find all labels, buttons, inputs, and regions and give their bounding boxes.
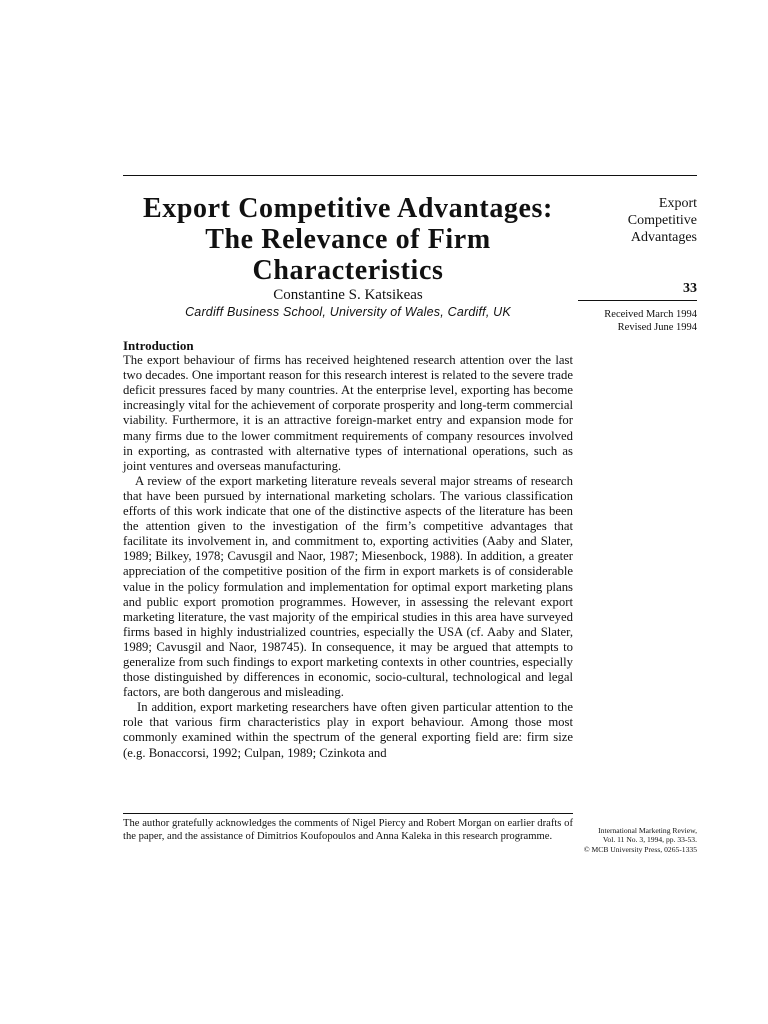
page-number: 33 bbox=[683, 281, 697, 296]
journal-volume: Vol. 11 No. 3, 1994, pp. 33-53. bbox=[602, 835, 697, 845]
running-head-line: Export bbox=[658, 196, 697, 211]
body-paragraph: The export behaviour of firms has received heightened research attention over the last two decades. One important reason for this research interest is related to the severe trade deficit pressures faced by many countries. At the enterprise level, exporting has become increasingly vital for the achievement of corporate prosperity and long-term commercial viability. Furthermore, it is an attractive foreign-market entry and expansion mode for many firms due to the lower commitment requirements of company resources involved in exporting, as contrasted with alternative types of international operations, such as joint ventures and overseas manufacturing. bbox=[123, 353, 573, 473]
footnote-rule bbox=[123, 813, 573, 814]
journal-name: International Marketing Review, bbox=[598, 826, 697, 835]
author-affiliation: Cardiff Business School, University of Wales, Cardiff, UK bbox=[185, 305, 511, 319]
acknowledgement-footnote: The author gratefully acknowledges the comments of Nigel Piercy and Robert Morgan on earlier drafts of the paper, and the assistance of Dimitrios Koufopoulos and Anna Kaleka in this research programme. bbox=[123, 818, 573, 842]
top-rule bbox=[123, 175, 697, 176]
submission-dates bbox=[578, 309, 697, 334]
revised-date: Revised June 1994 bbox=[617, 321, 697, 333]
journal-citation bbox=[578, 826, 697, 854]
running-head-line: Advantages bbox=[630, 230, 697, 245]
journal-copyright: © MCB University Press, 0265-1335 bbox=[583, 844, 697, 854]
article-title: Export Competitive Advantages: The Relevance of Firm Characteristics bbox=[143, 193, 553, 286]
section-heading: Introduction bbox=[123, 338, 194, 353]
body-paragraph: In addition, export marketing researchers have often given particular attention to the role that various firm characteristics play in export behaviour. Among those most commonly examined within the spectrum of the general exporting field are: firm size (e.g. Bonaccorsi, 1992; Culpan, 1989; Czinkota and bbox=[123, 700, 573, 760]
received-date: Received March 1994 bbox=[604, 309, 697, 320]
running-head bbox=[578, 195, 697, 246]
author-name: Constantine S. Katsikeas bbox=[273, 287, 423, 303]
article-body bbox=[123, 338, 573, 761]
running-head-line: Competitive bbox=[627, 213, 697, 228]
margin-rule bbox=[578, 300, 697, 301]
body-paragraph: A review of the export marketing literature reveals several major streams of research that have been pursued by international marketing scholars. The various classification efforts of this work indicate that one of the distinctive aspects of the literature has been the attention given to the investigation of the firm’s competitive advantages that facilitate its involvement in, and commitment to, exporting activities (Aaby and Slater, 1989; Bilkey, 1978; Cavusgil and Naor, 1987; Miesenbock, 1988). In addition, a greater appreciation of the competitive position of the firm in export markets is of considerable value in the policy formulation and implementation for optimal export marketing plans and public export promotion programmes. However, in assessing the relevant export marketing literature, the vast majority of the empirical studies in this area have surveyed firms based in highly industrialized countries, especially the USA (cf. Aaby and Slater, 1989; Cavusgil and Naor, 198745). In consequence, it may be argued that attempts to generalize from such findings to export marketing contexts in other countries, especially those distinguished by differences in economic, socio-cultural, technological and legal factors, are both dangerous and misleading. bbox=[123, 473, 573, 700]
